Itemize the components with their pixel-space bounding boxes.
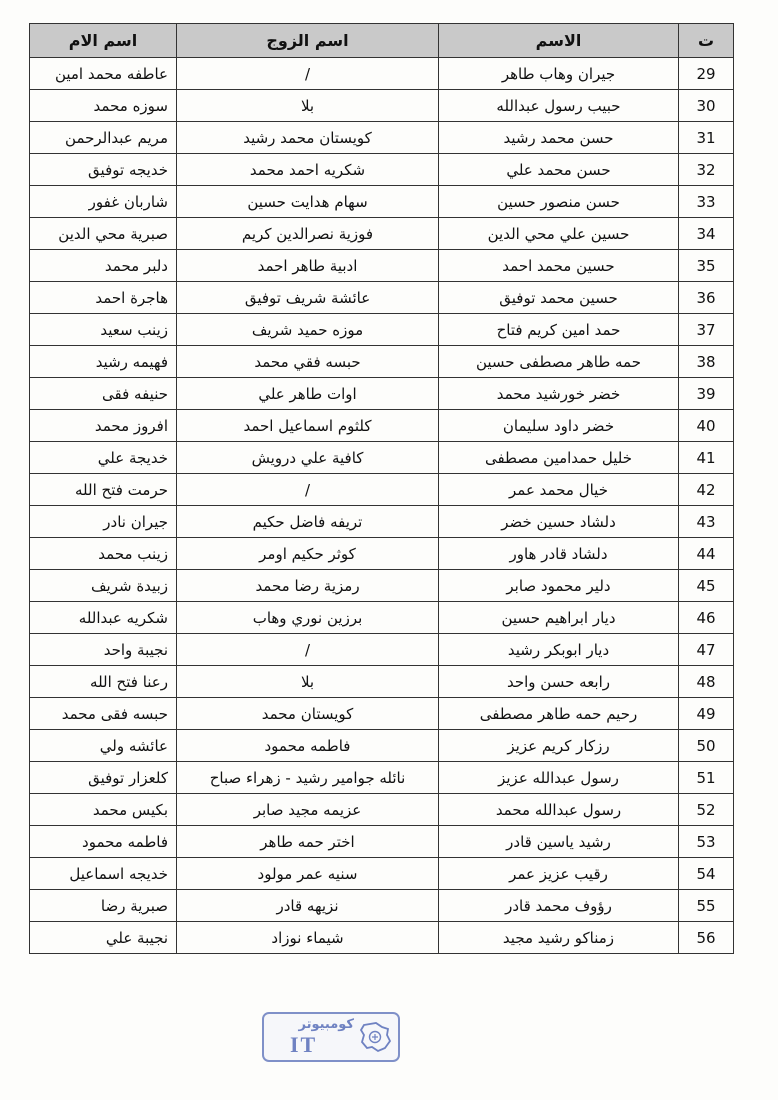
- spouse-name: نائله جوامير رشيد - زهراء صباح: [177, 762, 439, 794]
- row-number: 42: [679, 474, 734, 506]
- person-name: خضر خورشيد محمد: [439, 378, 679, 410]
- spouse-name: /: [177, 58, 439, 90]
- person-name: خيال محمد عمر: [439, 474, 679, 506]
- row-number: 43: [679, 506, 734, 538]
- table-row: [30, 90, 734, 122]
- person-name: رزكار كريم عزيز: [439, 730, 679, 762]
- spouse-name: موزه حميد شريف: [177, 314, 439, 346]
- mother-name: زينب محمد: [30, 538, 177, 570]
- mother-name: خديجه توفيق: [30, 154, 177, 186]
- row-number: 50: [679, 730, 734, 762]
- spouse-name: بلا: [177, 666, 439, 698]
- table-row: [30, 282, 734, 314]
- header-num: ت: [679, 24, 734, 58]
- person-name: حمه طاهر مصطفى حسين: [439, 346, 679, 378]
- table-row: [30, 378, 734, 410]
- table-row: [30, 314, 734, 346]
- mother-name: زينب سعيد: [30, 314, 177, 346]
- spouse-name: كافية علي درويش: [177, 442, 439, 474]
- header-row: [30, 24, 734, 58]
- spouse-name: /: [177, 474, 439, 506]
- person-name: حسين علي محي الدين: [439, 218, 679, 250]
- table-row: [30, 794, 734, 826]
- row-number: 48: [679, 666, 734, 698]
- stamp-arabic-text: كومبيوتر: [298, 1017, 354, 1032]
- mother-name: هاجرة احمد: [30, 282, 177, 314]
- mother-name: زبيدة شريف: [30, 570, 177, 602]
- person-name: رقيب عزيز عمر: [439, 858, 679, 890]
- mother-name: نجيبة واحد: [30, 634, 177, 666]
- table-row: [30, 698, 734, 730]
- spouse-name: عزيمه مجيد صابر: [177, 794, 439, 826]
- row-number: 44: [679, 538, 734, 570]
- row-number: 51: [679, 762, 734, 794]
- row-number: 54: [679, 858, 734, 890]
- row-number: 36: [679, 282, 734, 314]
- spouse-name: بلا: [177, 90, 439, 122]
- table-row: [30, 858, 734, 890]
- row-number: 52: [679, 794, 734, 826]
- person-name: خليل حمدامين مصطفى: [439, 442, 679, 474]
- mother-name: فاطمه محمود: [30, 826, 177, 858]
- row-number: 37: [679, 314, 734, 346]
- mother-name: حرمت فتح الله: [30, 474, 177, 506]
- spouse-name: كلثوم اسماعيل احمد: [177, 410, 439, 442]
- person-name: رسول عبدالله محمد: [439, 794, 679, 826]
- row-number: 53: [679, 826, 734, 858]
- mother-name: دلبر محمد: [30, 250, 177, 282]
- person-name: زمناكو رشيد مجيد: [439, 922, 679, 954]
- mother-name: فهيمه رشيد: [30, 346, 177, 378]
- person-name: حسين محمد احمد: [439, 250, 679, 282]
- table-row: [30, 122, 734, 154]
- row-number: 33: [679, 186, 734, 218]
- table-row: [30, 154, 734, 186]
- table-row: [30, 442, 734, 474]
- roster-body: [30, 58, 734, 954]
- row-number: 46: [679, 602, 734, 634]
- header-spouse: اسم الزوج: [177, 24, 439, 58]
- table-row: [30, 538, 734, 570]
- spouse-name: رمزية رضا محمد: [177, 570, 439, 602]
- mother-name: بكيس محمد: [30, 794, 177, 826]
- person-name: حسن محمد علي: [439, 154, 679, 186]
- table-row: [30, 58, 734, 90]
- roster-table: [29, 23, 734, 954]
- spouse-name: عائشة شريف توفيق: [177, 282, 439, 314]
- spouse-name: /: [177, 634, 439, 666]
- person-name: رؤوف محمد قادر: [439, 890, 679, 922]
- table-row: [30, 474, 734, 506]
- person-name: رحيم حمه طاهر مصطفى: [439, 698, 679, 730]
- spouse-name: شكريه احمد محمد: [177, 154, 439, 186]
- table-row: [30, 250, 734, 282]
- person-name: رسول عبدالله عزيز: [439, 762, 679, 794]
- iraq-map-icon: [358, 1021, 392, 1053]
- table-row: [30, 506, 734, 538]
- spouse-name: نزيهه قادر: [177, 890, 439, 922]
- mother-name: عائشه ولي: [30, 730, 177, 762]
- mother-name: صبرية محي الدين: [30, 218, 177, 250]
- mother-name: جيران نادر: [30, 506, 177, 538]
- spouse-name: حبسه فقي محمد: [177, 346, 439, 378]
- row-number: 38: [679, 346, 734, 378]
- mother-name: صبرية رضا: [30, 890, 177, 922]
- spouse-name: كويستان محمد: [177, 698, 439, 730]
- row-number: 47: [679, 634, 734, 666]
- mother-name: نجيبة علي: [30, 922, 177, 954]
- spouse-name: شيماء نوزاد: [177, 922, 439, 954]
- person-name: حسن منصور حسين: [439, 186, 679, 218]
- row-number: 56: [679, 922, 734, 954]
- table-row: [30, 666, 734, 698]
- mother-name: عاطفه محمد امين: [30, 58, 177, 90]
- mother-name: رعنا فتح الله: [30, 666, 177, 698]
- row-number: 45: [679, 570, 734, 602]
- spouse-name: كوثر حكيم اومر: [177, 538, 439, 570]
- spouse-name: ادبية طاهر احمد: [177, 250, 439, 282]
- spouse-name: فوزية نصرالدين كريم: [177, 218, 439, 250]
- computer-it-stamp: [262, 1012, 400, 1062]
- table-row: [30, 346, 734, 378]
- mother-name: سوزه محمد: [30, 90, 177, 122]
- mother-name: مريم عبدالرحمن: [30, 122, 177, 154]
- person-name: رابعه حسن واحد: [439, 666, 679, 698]
- table-row: [30, 762, 734, 794]
- person-name: دلشاد قادر هاور: [439, 538, 679, 570]
- table-row: [30, 186, 734, 218]
- spouse-name: اختر حمه طاهر: [177, 826, 439, 858]
- spouse-name: سهام هدايت حسين: [177, 186, 439, 218]
- row-number: 41: [679, 442, 734, 474]
- row-number: 29: [679, 58, 734, 90]
- table-row: [30, 826, 734, 858]
- spouse-name: فاطمه محمود: [177, 730, 439, 762]
- mother-name: خديجة علي: [30, 442, 177, 474]
- person-name: حمد امين كريم فتاح: [439, 314, 679, 346]
- person-name: دلشاد حسين خضر: [439, 506, 679, 538]
- spouse-name: تريفه فاضل حكيم: [177, 506, 439, 538]
- row-number: 34: [679, 218, 734, 250]
- mother-name: شاربان غفور: [30, 186, 177, 218]
- mother-name: خديجه اسماعيل: [30, 858, 177, 890]
- mother-name: شكريه عبدالله: [30, 602, 177, 634]
- person-name: جيران وهاب طاهر: [439, 58, 679, 90]
- mother-name: كلعزار توفيق: [30, 762, 177, 794]
- table-row: [30, 922, 734, 954]
- row-number: 39: [679, 378, 734, 410]
- person-name: ديار ابراهيم حسين: [439, 602, 679, 634]
- row-number: 35: [679, 250, 734, 282]
- table-row: [30, 890, 734, 922]
- mother-name: حبسه فقى محمد: [30, 698, 177, 730]
- person-name: دلير محمود صابر: [439, 570, 679, 602]
- row-number: 40: [679, 410, 734, 442]
- table-row: [30, 602, 734, 634]
- person-name: خضر داود سليمان: [439, 410, 679, 442]
- row-number: 32: [679, 154, 734, 186]
- person-name: حبيب رسول عبدالله: [439, 90, 679, 122]
- person-name: رشيد ياسين قادر: [439, 826, 679, 858]
- roster-sheet: [29, 23, 733, 954]
- table-row: [30, 634, 734, 666]
- table-row: [30, 730, 734, 762]
- row-number: 31: [679, 122, 734, 154]
- row-number: 49: [679, 698, 734, 730]
- spouse-name: برزين نوري وهاب: [177, 602, 439, 634]
- header-mother: اسم الام: [30, 24, 177, 58]
- header-name: الاسم: [439, 24, 679, 58]
- row-number: 55: [679, 890, 734, 922]
- spouse-name: كويستان محمد رشيد: [177, 122, 439, 154]
- person-name: حسن محمد رشيد: [439, 122, 679, 154]
- person-name: حسين محمد توفيق: [439, 282, 679, 314]
- mother-name: حنيفه فقى: [30, 378, 177, 410]
- stamp-it-text: IT: [290, 1032, 318, 1057]
- spouse-name: سنيه عمر مولود: [177, 858, 439, 890]
- person-name: ديار ابوبكر رشيد: [439, 634, 679, 666]
- spouse-name: اوات طاهر علي: [177, 378, 439, 410]
- mother-name: افروز محمد: [30, 410, 177, 442]
- table-row: [30, 218, 734, 250]
- table-row: [30, 570, 734, 602]
- table-row: [30, 410, 734, 442]
- row-number: 30: [679, 90, 734, 122]
